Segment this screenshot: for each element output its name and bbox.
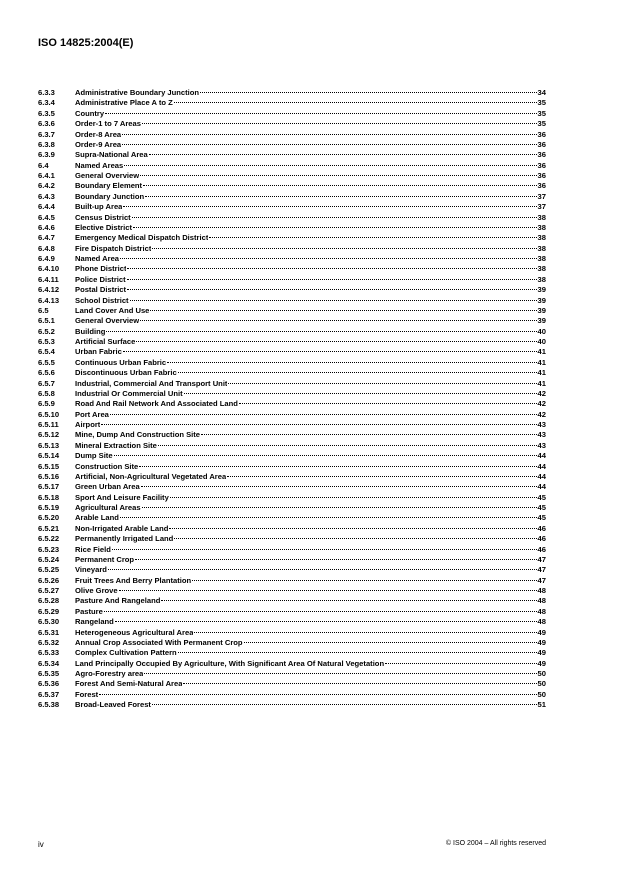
toc-section-title: Census District bbox=[75, 212, 131, 222]
toc-dot-leader bbox=[108, 561, 537, 570]
toc-section-title: Land Cover And Use bbox=[75, 305, 150, 315]
toc-page-number: 38 bbox=[537, 222, 546, 232]
toc-dot-leader bbox=[105, 105, 536, 114]
toc-dot-leader bbox=[124, 157, 536, 166]
toc-dot-leader bbox=[120, 250, 537, 259]
document-id-header: ISO 14825:2004(E) bbox=[38, 37, 134, 49]
toc-page-number: 45 bbox=[537, 492, 546, 502]
toc-section-title: Broad-Leaved Forest bbox=[75, 700, 151, 710]
toc-dot-leader bbox=[127, 260, 536, 269]
toc-page-number: 38 bbox=[537, 233, 546, 243]
table-of-contents bbox=[38, 86, 546, 709]
toc-page-number: 43 bbox=[537, 430, 546, 440]
toc-section-number: 6.5.23 bbox=[38, 544, 60, 554]
toc-page-number: 38 bbox=[537, 212, 546, 222]
toc-page-number: 48 bbox=[537, 617, 546, 627]
toc-section-title: Industrial Or Commercial Unit bbox=[75, 388, 183, 398]
toc-section-number: 6.5.1 bbox=[38, 316, 55, 326]
toc-page-number: 36 bbox=[537, 129, 546, 139]
toc-page-number: 50 bbox=[537, 669, 546, 678]
toc-page-number: 44 bbox=[537, 482, 546, 492]
toc-page-number: 42 bbox=[537, 399, 546, 409]
toc-page-number: 41 bbox=[537, 368, 546, 378]
toc-page-number: 44 bbox=[537, 451, 546, 461]
toc-section-title: Agro-Forestry area bbox=[75, 669, 144, 678]
toc-section-number: 6.3.6 bbox=[38, 119, 55, 129]
toc-page-number: 43 bbox=[537, 420, 546, 429]
toc-section-title: Permanent Crop bbox=[75, 554, 135, 564]
toc-section-number: 6.4.3 bbox=[38, 191, 55, 201]
toc-section-number: 6.5.8 bbox=[38, 388, 55, 398]
toc-section-number: 6.5.10 bbox=[38, 409, 60, 419]
toc-section-number: 6.4.5 bbox=[38, 212, 55, 222]
toc-dot-leader bbox=[112, 541, 537, 550]
toc-dot-leader bbox=[99, 686, 536, 695]
toc-section-number: 6.5.34 bbox=[38, 658, 60, 668]
toc-section-number: 6.4.2 bbox=[38, 181, 55, 191]
toc-section-title: Annual Crop Associated With Permanent Crop bbox=[75, 637, 243, 647]
toc-section-title: Postal District bbox=[75, 285, 127, 295]
toc-section-number: 6.5.26 bbox=[38, 575, 60, 585]
toc-page-number: 48 bbox=[537, 606, 546, 616]
toc-section-number: 6.4.1 bbox=[38, 171, 55, 180]
toc-section-title: Order-8 Area bbox=[75, 129, 122, 139]
toc-section-title: Arable Land bbox=[75, 513, 119, 523]
toc-dot-leader bbox=[170, 489, 537, 498]
toc-page-number: 46 bbox=[537, 523, 546, 533]
toc-section-title: Administrative Boundary Junction bbox=[75, 88, 200, 97]
toc-page-number: 45 bbox=[537, 503, 546, 512]
toc-section-number: 6.4.4 bbox=[38, 202, 55, 212]
toc-dot-leader bbox=[150, 302, 536, 311]
toc-dot-leader bbox=[136, 333, 536, 342]
toc-dot-leader bbox=[183, 675, 536, 684]
toc-section-number: 6.5 bbox=[38, 305, 49, 315]
toc-page-number: 39 bbox=[537, 285, 546, 295]
toc-dot-leader bbox=[201, 426, 537, 435]
toc-section-title: Permanently Irrigated Land bbox=[75, 534, 174, 544]
toc-page-number: 46 bbox=[537, 544, 546, 554]
toc-section-title: Emergency Medical Dispatch District bbox=[75, 233, 209, 243]
toc-dot-leader bbox=[244, 634, 537, 643]
toc-dot-leader bbox=[167, 354, 536, 363]
toc-section-number: 6.5.4 bbox=[38, 347, 55, 357]
toc-section-number: 6.5.3 bbox=[38, 337, 55, 346]
toc-dot-leader bbox=[192, 572, 536, 581]
toc-page-number: 36 bbox=[537, 160, 546, 170]
toc-section-number: 6.5.24 bbox=[38, 554, 60, 564]
toc-section-title: Continuous Urban Fabric bbox=[75, 357, 167, 367]
toc-page-number: 39 bbox=[537, 305, 546, 315]
toc-section-title: Vineyard bbox=[75, 565, 107, 575]
toc-section-title: Non-Irrigated Arable Land bbox=[75, 523, 169, 533]
toc-page-number: 50 bbox=[537, 679, 546, 689]
toc-dot-leader bbox=[123, 198, 536, 207]
toc-page-number: 38 bbox=[537, 274, 546, 284]
toc-section-number: 6.5.28 bbox=[38, 596, 60, 606]
toc-dot-leader bbox=[135, 551, 536, 560]
toc-page-number: 47 bbox=[537, 565, 546, 575]
toc-section-number: 6.5.25 bbox=[38, 565, 60, 575]
toc-section-title: Artificial, Non-Agricultural Vegetated Area bbox=[75, 471, 227, 481]
toc-section-number: 6.3.4 bbox=[38, 98, 55, 108]
toc-section-title: Green Urban Area bbox=[75, 482, 140, 492]
toc-section-title: Boundary Junction bbox=[75, 191, 145, 201]
toc-section-title: Named Areas bbox=[75, 160, 124, 170]
toc-page-number: 36 bbox=[537, 139, 546, 149]
toc-section-title: Discontinuous Urban Fabric bbox=[75, 368, 177, 378]
toc-dot-leader bbox=[132, 209, 537, 218]
toc-dot-leader bbox=[200, 84, 536, 93]
toc-section-title: Administrative Place A to Z bbox=[75, 98, 173, 108]
toc-page-number: 50 bbox=[537, 689, 546, 699]
toc-page-number: 47 bbox=[537, 575, 546, 585]
toc-section-number: 6.5.5 bbox=[38, 357, 55, 367]
toc-section-number: 6.4.12 bbox=[38, 285, 60, 295]
copyright-notice: © ISO 2004 – All rights reserved bbox=[445, 840, 546, 847]
toc-page-number: 37 bbox=[537, 191, 546, 201]
toc-page-number: 48 bbox=[537, 596, 546, 606]
toc-page-number: 49 bbox=[537, 648, 546, 658]
toc-section-title: Forest And Semi-Natural Area bbox=[75, 679, 183, 689]
toc-dot-leader bbox=[142, 499, 537, 508]
toc-section-title: General Overview bbox=[75, 171, 140, 180]
toc-section-title: Construction Site bbox=[75, 461, 139, 471]
toc-section-number: 6.5.11 bbox=[38, 420, 59, 429]
toc-section-title: General Overview bbox=[75, 316, 140, 326]
toc-section-title: Phone District bbox=[75, 264, 127, 274]
toc-page-number: 43 bbox=[537, 440, 546, 450]
toc-section-title: Mine, Dump And Construction Site bbox=[75, 430, 201, 440]
toc-section-title: Mineral Extraction Site bbox=[75, 440, 157, 450]
toc-page-number: 44 bbox=[537, 471, 546, 481]
toc-page-number: 36 bbox=[537, 181, 546, 191]
toc-section-title: Fire Dispatch District bbox=[75, 243, 152, 253]
toc-section-number: 6.5.35 bbox=[38, 669, 60, 678]
toc-section-title: Urban Fabric bbox=[75, 347, 122, 357]
toc-section-number: 6.5.30 bbox=[38, 617, 60, 627]
toc-page-number: 40 bbox=[537, 326, 546, 336]
toc-section-number: 6.4.6 bbox=[38, 222, 55, 232]
toc-section-title: Rice Field bbox=[75, 544, 111, 554]
toc-page-number: 35 bbox=[537, 119, 546, 129]
toc-page-number: 49 bbox=[537, 658, 546, 668]
toc-section-title: Building bbox=[75, 326, 106, 336]
toc-dot-leader bbox=[144, 665, 536, 674]
toc-section-number: 6.5.6 bbox=[38, 368, 55, 378]
toc-page-number: 38 bbox=[537, 254, 546, 263]
toc-page-number: 44 bbox=[537, 461, 546, 471]
toc-dot-leader bbox=[110, 406, 537, 415]
toc-section-number: 6.5.36 bbox=[38, 679, 60, 689]
toc-dot-leader bbox=[120, 509, 537, 518]
toc-section-title: Order-9 Area bbox=[75, 139, 122, 149]
toc-section-number: 6.5.17 bbox=[38, 482, 60, 492]
toc-page-number: 40 bbox=[537, 337, 546, 346]
toc-page-number: 41 bbox=[537, 347, 546, 357]
toc-section-number: 6.5.18 bbox=[38, 492, 60, 502]
toc-dot-leader bbox=[228, 375, 536, 384]
toc-dot-leader bbox=[161, 592, 536, 601]
toc-section-number: 6.4 bbox=[38, 160, 49, 170]
toc-section-number: 6.4.11 bbox=[38, 274, 59, 284]
toc-section-title: Police District bbox=[75, 274, 126, 284]
toc-page-number: 39 bbox=[537, 316, 546, 326]
toc-section-number: 6.4.7 bbox=[38, 233, 55, 243]
toc-dot-leader bbox=[140, 167, 536, 176]
toc-section-title: Fruit Trees And Berry Plantation bbox=[75, 575, 192, 585]
toc-page-number: 42 bbox=[537, 388, 546, 398]
toc-dot-leader bbox=[227, 468, 536, 477]
toc-page-number: 49 bbox=[537, 627, 546, 637]
toc-section-number: 6.5.20 bbox=[38, 513, 60, 523]
toc-dot-leader bbox=[385, 655, 536, 664]
toc-page-number: 41 bbox=[537, 378, 546, 388]
toc-section-number: 6.5.9 bbox=[38, 399, 55, 409]
toc-page-number: 35 bbox=[537, 98, 546, 108]
toc-section-title: Built-up Area bbox=[75, 202, 123, 212]
toc-section-number: 6.3.5 bbox=[38, 108, 55, 118]
toc-section-number: 6.5.38 bbox=[38, 700, 60, 710]
toc-section-number: 6.3.3 bbox=[38, 88, 55, 97]
toc-section-number: 6.4.8 bbox=[38, 243, 55, 253]
toc-dot-leader bbox=[115, 613, 537, 622]
toc-section-number: 6.5.27 bbox=[38, 586, 60, 595]
toc-dot-leader bbox=[140, 312, 536, 321]
toc-dot-leader bbox=[122, 136, 536, 145]
toc-section-number: 6.5.22 bbox=[38, 534, 60, 544]
toc-dot-leader bbox=[174, 94, 537, 103]
toc-dot-leader bbox=[152, 696, 537, 705]
toc-page-number: 51 bbox=[537, 700, 546, 710]
toc-section-number: 6.5.7 bbox=[38, 378, 55, 388]
toc-section-number: 6.5.31 bbox=[38, 627, 60, 637]
toc-section-number: 6.5.2 bbox=[38, 326, 55, 336]
page-number: iv bbox=[38, 840, 44, 849]
toc-dot-leader bbox=[142, 115, 537, 124]
toc-dot-leader bbox=[239, 395, 537, 404]
toc-section-number: 6.4.9 bbox=[38, 254, 55, 263]
toc-section-number: 6.5.19 bbox=[38, 503, 60, 512]
toc-page-number: 36 bbox=[537, 150, 546, 160]
toc-dot-leader bbox=[149, 146, 537, 155]
toc-section-title: Land Principally Occupied By Agriculture, With Significant Area Of Natural Vegetation bbox=[75, 658, 385, 668]
toc-dot-leader bbox=[114, 447, 537, 456]
toc-dot-leader bbox=[104, 603, 537, 612]
toc-section-title: Country bbox=[75, 108, 105, 118]
toc-dot-leader bbox=[174, 530, 536, 539]
toc-dot-leader bbox=[127, 281, 536, 290]
toc-dot-leader bbox=[139, 458, 536, 467]
toc-section-number: 6.3.7 bbox=[38, 129, 55, 139]
toc-section-number: 6.5.21 bbox=[38, 523, 60, 533]
toc-section-title: Road And Rail Network And Associated Land bbox=[75, 399, 238, 409]
toc-section-title: Pasture And Rangeland bbox=[75, 596, 161, 606]
toc-section-title: Artificial Surface bbox=[75, 337, 136, 346]
toc-section-number: 6.3.8 bbox=[38, 139, 55, 149]
toc-section-title: Order-1 to 7 Areas bbox=[75, 119, 141, 129]
toc-section-number: 6.5.12 bbox=[38, 430, 60, 440]
toc-dot-leader bbox=[178, 364, 537, 373]
toc-page-number: 49 bbox=[537, 637, 546, 647]
toc-section-number: 6.3.9 bbox=[38, 150, 55, 160]
toc-dot-leader bbox=[184, 385, 537, 394]
toc-dot-leader bbox=[119, 582, 537, 591]
toc-section-number: 6.5.32 bbox=[38, 637, 60, 647]
toc-page-number: 41 bbox=[537, 357, 546, 367]
toc-dot-leader bbox=[127, 271, 537, 280]
toc-section-number: 6.5.15 bbox=[38, 461, 60, 471]
toc-dot-leader bbox=[101, 416, 536, 425]
toc-dot-leader bbox=[130, 292, 537, 301]
toc-dot-leader bbox=[143, 177, 536, 186]
toc-entry[interactable] bbox=[38, 698, 546, 708]
toc-page-number: 47 bbox=[537, 554, 546, 564]
toc-section-number: 6.5.33 bbox=[38, 648, 60, 658]
toc-section-title: Pasture bbox=[75, 606, 103, 616]
toc-page-number: 38 bbox=[537, 264, 546, 274]
toc-section-title: Airport bbox=[75, 420, 101, 429]
toc-section-title: Industrial, Commercial And Transport Unit bbox=[75, 378, 228, 388]
toc-section-title: Named Area bbox=[75, 254, 120, 263]
toc-dot-leader bbox=[145, 188, 536, 197]
toc-page-number: 37 bbox=[537, 202, 546, 212]
toc-section-title: Dump Site bbox=[75, 451, 113, 461]
toc-dot-leader bbox=[133, 219, 537, 228]
toc-section-title: Heterogeneous Agricultural Area bbox=[75, 627, 194, 637]
toc-section-title: Supra-National Area bbox=[75, 150, 148, 160]
toc-dot-leader bbox=[122, 126, 536, 135]
toc-page-number: 39 bbox=[537, 295, 546, 305]
toc-section-title: Elective District bbox=[75, 222, 132, 232]
toc-page-number: 45 bbox=[537, 513, 546, 523]
toc-section-number: 6.5.37 bbox=[38, 689, 60, 699]
toc-section-title: Forest bbox=[75, 689, 99, 699]
toc-section-number: 6.5.14 bbox=[38, 451, 60, 461]
toc-dot-leader bbox=[169, 520, 536, 529]
toc-dot-leader bbox=[194, 624, 536, 633]
toc-section-title: Rangeland bbox=[75, 617, 114, 627]
toc-dot-leader bbox=[141, 478, 537, 487]
toc-dot-leader bbox=[178, 644, 537, 653]
toc-section-title: Complex Cultivation Pattern bbox=[75, 648, 177, 658]
toc-section-title: Agricultural Areas bbox=[75, 503, 141, 512]
toc-dot-leader bbox=[209, 229, 536, 238]
toc-section-title: Boundary Element bbox=[75, 181, 143, 191]
toc-dot-leader bbox=[106, 323, 536, 332]
toc-dot-leader bbox=[123, 343, 537, 352]
toc-page-number: 46 bbox=[537, 534, 546, 544]
toc-page-number: 34 bbox=[537, 88, 546, 97]
toc-section-number: 6.5.13 bbox=[38, 440, 60, 450]
toc-page-number: 36 bbox=[537, 171, 546, 180]
toc-section-number: 6.5.29 bbox=[38, 606, 60, 616]
toc-section-title: Sport And Leisure Facility bbox=[75, 492, 169, 502]
toc-section-title: Port Area bbox=[75, 409, 109, 419]
toc-section-number: 6.4.10 bbox=[38, 264, 60, 274]
toc-page-number: 35 bbox=[537, 108, 546, 118]
toc-page-number: 48 bbox=[537, 586, 546, 595]
toc-section-number: 6.4.13 bbox=[38, 295, 60, 305]
toc-section-title: Olive Grove bbox=[75, 586, 118, 595]
toc-section-title: School District bbox=[75, 295, 129, 305]
toc-dot-leader bbox=[158, 437, 537, 446]
toc-page-number: 38 bbox=[537, 243, 546, 253]
toc-dot-leader bbox=[152, 240, 536, 249]
toc-section-number: 6.5.16 bbox=[38, 471, 60, 481]
toc-page-number: 42 bbox=[537, 409, 546, 419]
